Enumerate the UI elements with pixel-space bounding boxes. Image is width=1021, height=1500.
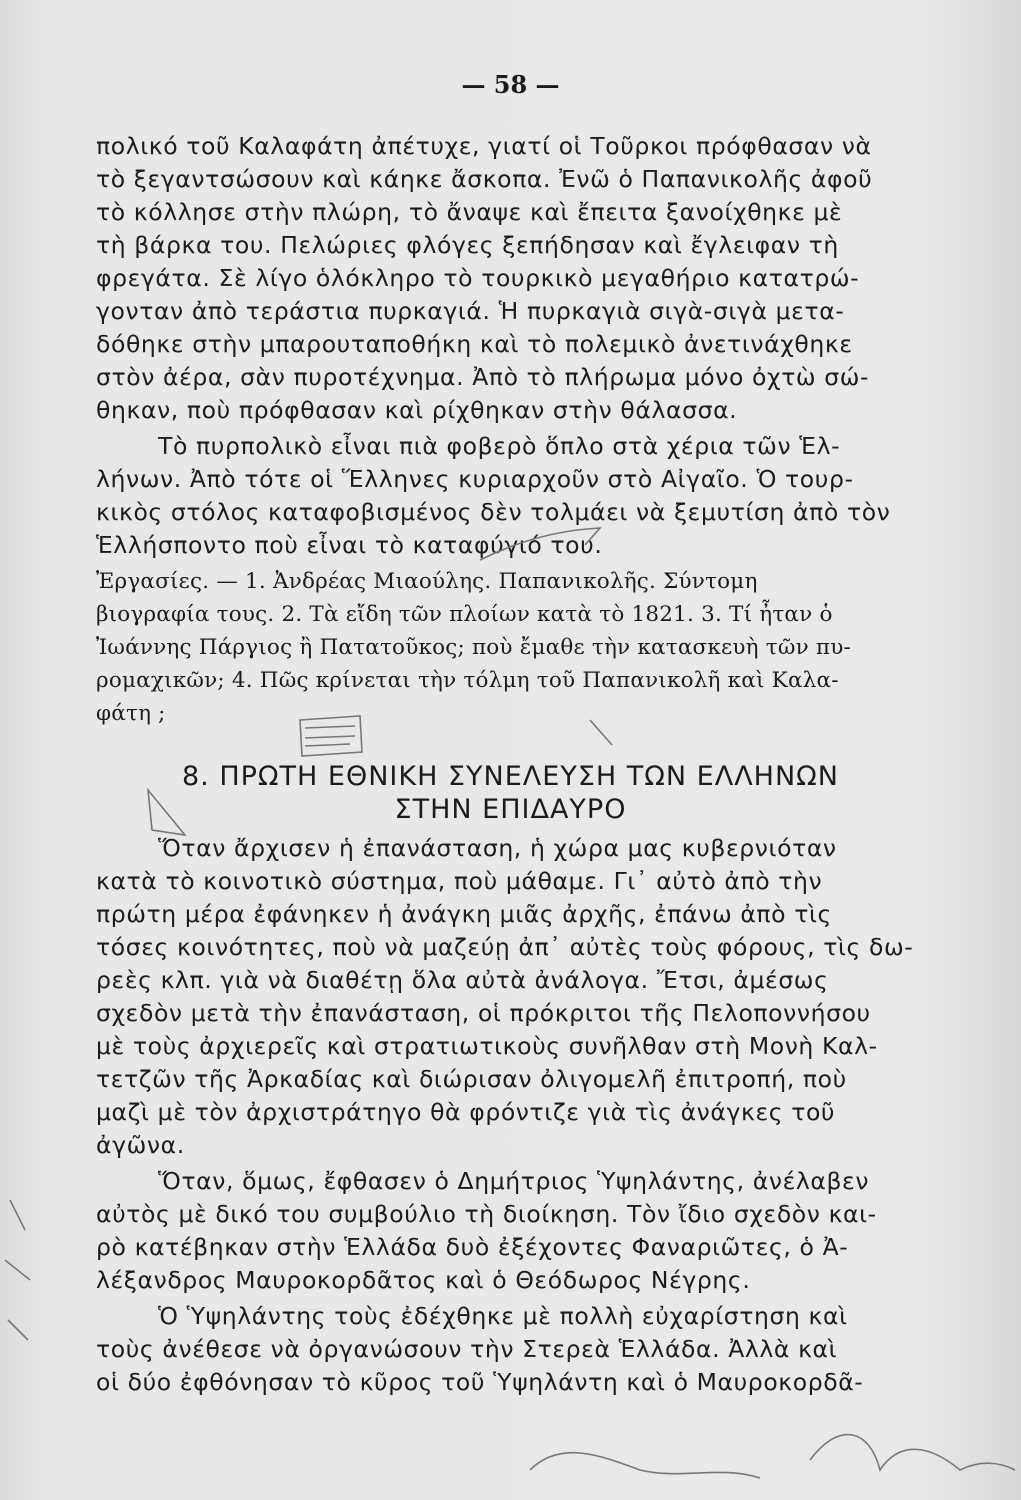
text-line: τόσες κοινότητες, ποὺ νὰ μαζεύῃ ἀπ᾽ αὐτὲς τοὺς φόρους, τὶς δω-	[96, 933, 914, 961]
text-line: Ἑλλήσποντο ποὺ εἶναι τὸ καταφύγιό του.	[96, 531, 603, 559]
text-line: Ἰωάννης Πάργιος ἢ Πατατοῦκος; ποὺ ἔμαθε τὴν κατασκευὴ τῶν πυ-	[96, 635, 851, 660]
text-line: τὸ ξεγαντσώσουν καὶ κάηκε ἄσκοπα. Ἐνῶ ὁ Παπανικολῆς ἀφοῦ	[96, 165, 873, 193]
text-line: ρὸ κατέβηκαν στὴν Ἑλλάδα δυὸ ἐξέχοντες Φαναριῶτες, ὁ Ἀ-	[96, 1233, 849, 1261]
text-line: Ἐργασίες. — 1. Ἀνδρέας Μιαούλης. Παπανικολῆς. Σύντομη	[96, 569, 758, 594]
text-line: κικὸς στόλος καταφοβισμένος δὲν τολμάει νὰ ξεμυτίση ἀπὸ τὸν	[96, 498, 891, 526]
text-line: Ὅταν ἄρχισεν ἡ ἐπανάσταση, ἡ χώρα μας κυβερνιόταν	[158, 834, 837, 862]
text-line: φρεγάτα. Σὲ λίγο ὁλόκληρο τὸ τουρκικὸ μεγαθήριο κατατρώ-	[96, 264, 860, 292]
text-line: τὴ βάρκα του. Πελώριες φλόγες ξεπήδησαν καὶ ἔγλειφαν τὴ	[96, 231, 839, 259]
text-line: οἱ δύο ἐφθόνησαν τὸ κῦρος τοῦ Ὑψηλάντη καὶ ὁ Μαυροκορδᾶ-	[96, 1368, 864, 1396]
text-line: τὸ κόλλησε στὴν πλώρη, τὸ ἄναψε καὶ ἔπειτα ξανοίχθηκε μὲ	[96, 198, 843, 226]
text-line: λέξανδρος Μαυροκορδᾶτος καὶ ὁ Θεόδωρος Νέγρης.	[96, 1266, 751, 1294]
text-line: πρώτη μέρα ἐφάνηκεν ἡ ἀνάγκη μιᾶς ἀρχῆς, ἐπάνω ἀπὸ τὶς	[96, 900, 832, 928]
text-line: ἀγῶνα.	[96, 1131, 185, 1159]
text-line: κατὰ τὸ κοινοτικὸ σύστημα, ποὺ μάθαμε. Γι᾽ αὐτὸ ἀπὸ τὴν	[96, 867, 823, 895]
text-line: τοὺς ἀνέθεσε νὰ ὀργανώσουν τὴν Στερεὰ Ἑλλάδα. Ἀλλὰ καὶ	[96, 1335, 838, 1363]
text-line: μαζὶ μὲ τὸν ἀρχιστράτηγο θὰ φρόντιζε γιὰ τὶς ἀνάγκες τοῦ	[96, 1098, 836, 1126]
text-line: ρομαχικῶν; 4. Πῶς κρίνεται τὴν τόλμη τοῦ Παπανικολῆ καὶ Καλα-	[96, 668, 839, 693]
text-line: σχεδὸν μετὰ τὴν ἐπανάσταση, οἱ πρόκριτοι τῆς Πελοποννήσου	[96, 999, 871, 1027]
page-number: — 58 —	[461, 70, 560, 99]
text-line: ρεὲς κλπ. γιὰ νὰ διαθέτῃ ὅλα αὐτὰ ἀνάλογα. Ἔτσι, ἀμέσως	[96, 966, 829, 994]
text-line: φάτη ;	[96, 701, 166, 726]
text-line: δόθηκε στὴν μπαρουταποθήκη καὶ τὸ πολεμικὸ ἀνετινάχθηκε	[96, 330, 853, 358]
text-line: θηκαν, ποὺ πρόφθασαν καὶ ρίχθηκαν στὴν θάλασσα.	[96, 396, 738, 424]
text-line: μὲ τοὺς ἀρχιερεῖς καὶ στρατιωτικοὺς συνῆλθαν στὴ Μονὴ Καλ-	[96, 1032, 878, 1060]
section-heading-line-2: ΣΤΗΝ ΕΠΙΔΑΥΡΟ	[394, 794, 627, 825]
text-line: στὸν ἀέρα, σὰν πυροτέχνημα. Ἀπὸ τὸ πλήρωμα μόνο ὀχτὼ σώ-	[96, 363, 870, 391]
text-line: Ὅταν, ὅμως, ἔφθασεν ὁ Δημήτριος Ὑψηλάντης, ἀνέλαβεν	[158, 1167, 870, 1195]
text-line: Τὸ πυρπολικὸ εἶναι πιὰ φοβερὸ ὅπλο στὰ χέρια τῶν Ἑλ-	[158, 432, 841, 460]
text-line: πολικό τοῦ Καλαφάτη ἀπέτυχε, γιατί οἱ Τοῦρκοι πρόφθασαν νὰ	[96, 132, 872, 160]
text-line: τετζῶν τῆς Ἀρκαδίας καὶ διώρισαν ὀλιγομελῆ ἐπιτροπή, ποὺ	[96, 1065, 847, 1093]
text-line: γονταν ἀπὸ τεράστια πυρκαγιά. Ἡ πυρκαγιὰ σιγὰ-σιγὰ μετα-	[96, 297, 845, 325]
text-line: αὐτὸς μὲ δικό του συμβούλιο τὴ διοίκηση. Τὸν ἴδιο σχεδὸν και-	[96, 1200, 877, 1228]
text-line: Ὁ Ὑψηλάντης τοὺς ἐδέχθηκε μὲ πολλὴ εὐχαρίστηση καὶ	[158, 1302, 848, 1330]
text-line: λήνων. Ἀπὸ τότε οἱ Ἕλληνες κυριαρχοῦν στὸ Αἰγαῖο. Ὁ τουρ-	[96, 465, 854, 493]
section-heading-line-1: 8. ΠΡΩΤΗ ΕΘΝΙΚΗ ΣΥΝΕΛΕΥΣΗ ΤΩΝ ΕΛΛΗΝΩΝ	[181, 761, 839, 792]
text-line: βιογραφία τους. 2. Τὰ εἴδη τῶν πλοίων κατὰ τὸ 1821. 3. Τί ἦταν ὁ	[96, 602, 833, 627]
